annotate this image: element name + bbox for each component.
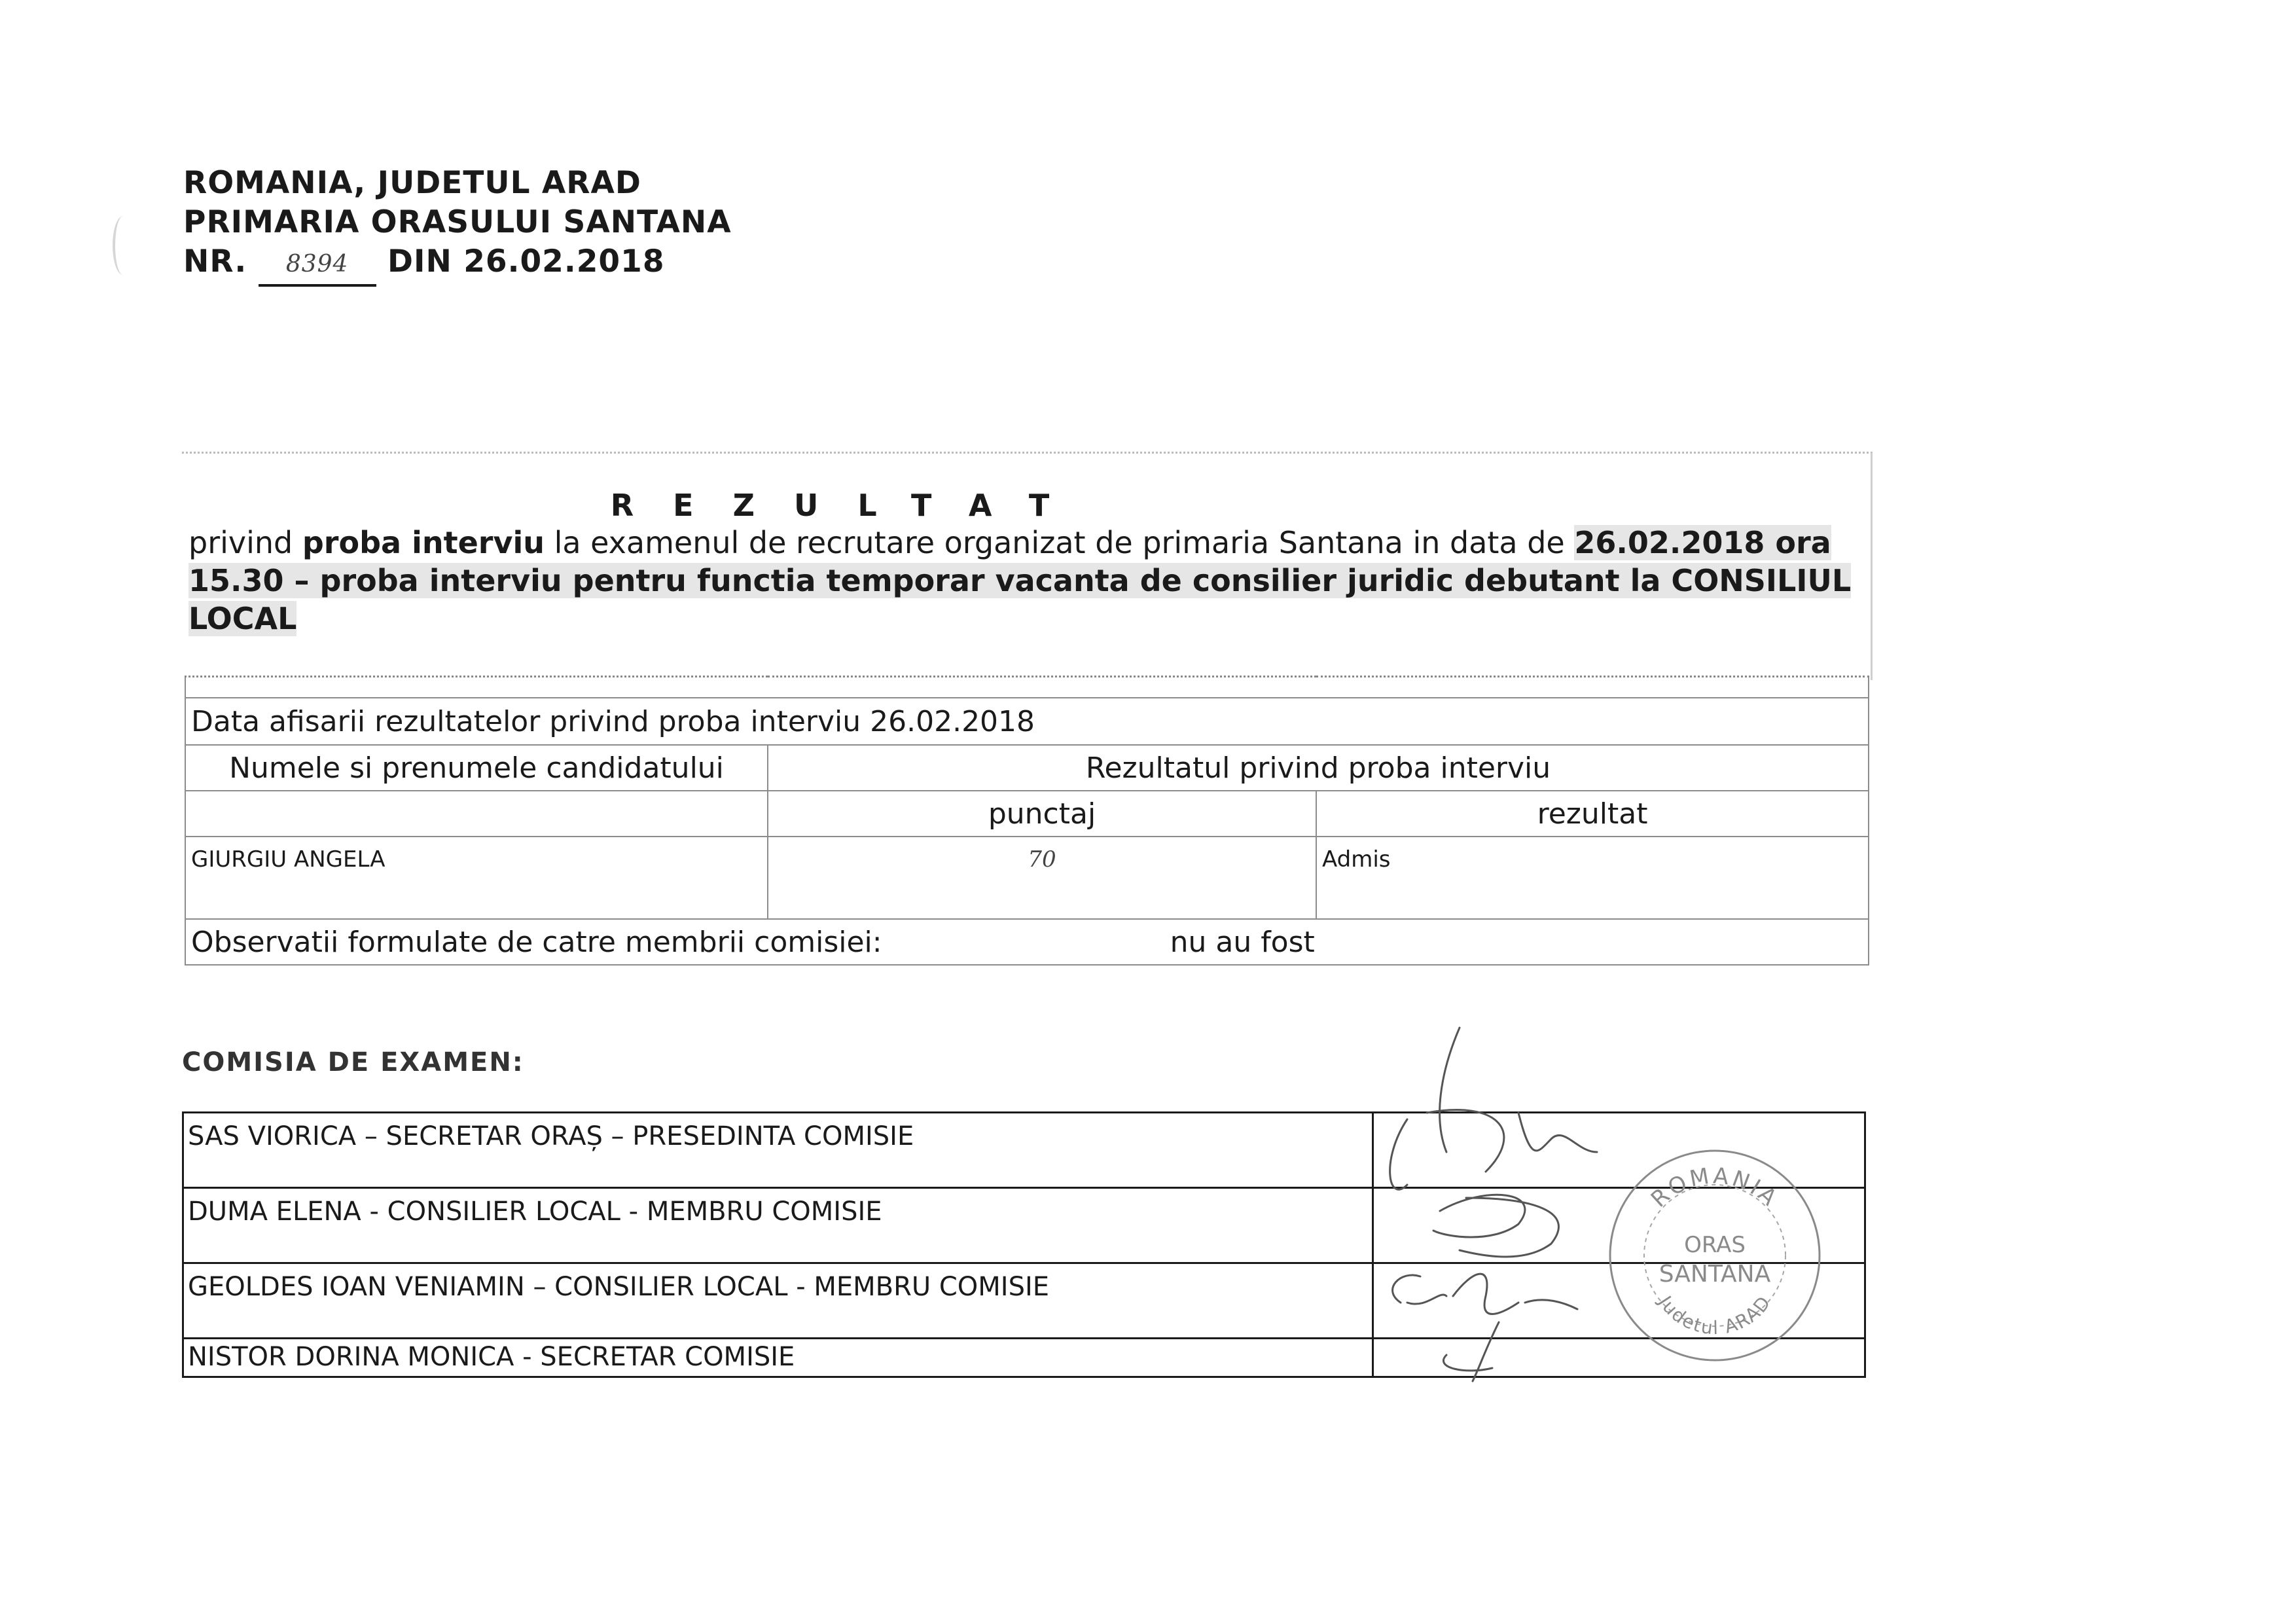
candidate-outcome: Admis bbox=[1316, 837, 1869, 919]
official-stamp bbox=[1604, 1144, 1826, 1367]
binder-hole-mark bbox=[113, 216, 134, 275]
nr-date: DIN 26.02.2018 bbox=[387, 244, 665, 280]
display-date-cell: Data afisarii rezultatelor privind proba interviu 26.02.2018 bbox=[185, 698, 1869, 745]
svg-text:ORAS: ORAS bbox=[1684, 1232, 1746, 1258]
observations-cell bbox=[185, 919, 1869, 965]
commission-member: NISTOR DORINA MONICA - SECRETAR COMISIE bbox=[183, 1339, 1373, 1377]
svg-text:ROMANIA: ROMANIA bbox=[1645, 1163, 1784, 1213]
result-description: privind proba interviu la examenul de recrutare organizat de primaria Santana in data de 26.02.2018 ora 15.30 – proba interviu pentru functia temporar vacanta de consilier juridic debutant la CONSILIUL LOCAL bbox=[188, 525, 1852, 636]
observations-value: nu au fost bbox=[1170, 925, 1315, 959]
header-county: ROMANIA, JUDETUL ARAD bbox=[183, 165, 641, 201]
commission-member: GEOLDES IOAN VENIAMIN – CONSILIER LOCAL - MEMBRU COMISIE bbox=[183, 1263, 1373, 1339]
candidate-score-handwritten: 70 bbox=[768, 837, 1316, 919]
svg-text:Judetul ARAD: Judetul ARAD bbox=[1654, 1291, 1776, 1339]
table-row bbox=[185, 837, 1869, 919]
candidate-name: GIURGIU ANGELA bbox=[185, 837, 768, 919]
observations-label: Observatii formulate de catre membrii comisiei: bbox=[191, 925, 882, 959]
commission-member: DUMA ELENA - CONSILIER LOCAL - MEMBRU COMISIE bbox=[183, 1188, 1373, 1263]
nr-label: NR. bbox=[183, 244, 247, 280]
col-header-outcome: rezultat bbox=[1316, 791, 1869, 837]
commission-title: COMISIA DE EXAMEN: bbox=[182, 1047, 524, 1077]
table-top-spacer bbox=[185, 677, 1869, 698]
col-header-result-group: Rezultatul privind proba interviu bbox=[768, 745, 1869, 791]
header-institution: PRIMARIA ORASULUI SANTANA bbox=[183, 204, 732, 240]
nr-handwritten-value: 8394 bbox=[259, 245, 376, 287]
svg-text:SANTANA: SANTANA bbox=[1659, 1261, 1771, 1288]
empty-header-cell bbox=[185, 791, 768, 837]
col-header-score: punctaj bbox=[768, 791, 1316, 837]
commission-member: SAS VIORICA – SECRETAR ORAȘ – PRESEDINTA COMISIE bbox=[183, 1113, 1373, 1188]
header-registration bbox=[183, 242, 665, 287]
col-header-candidate-name: Numele si prenumele candidatului bbox=[185, 745, 768, 791]
results-table bbox=[185, 676, 1869, 965]
document-title: REZULTAT bbox=[610, 488, 1089, 523]
